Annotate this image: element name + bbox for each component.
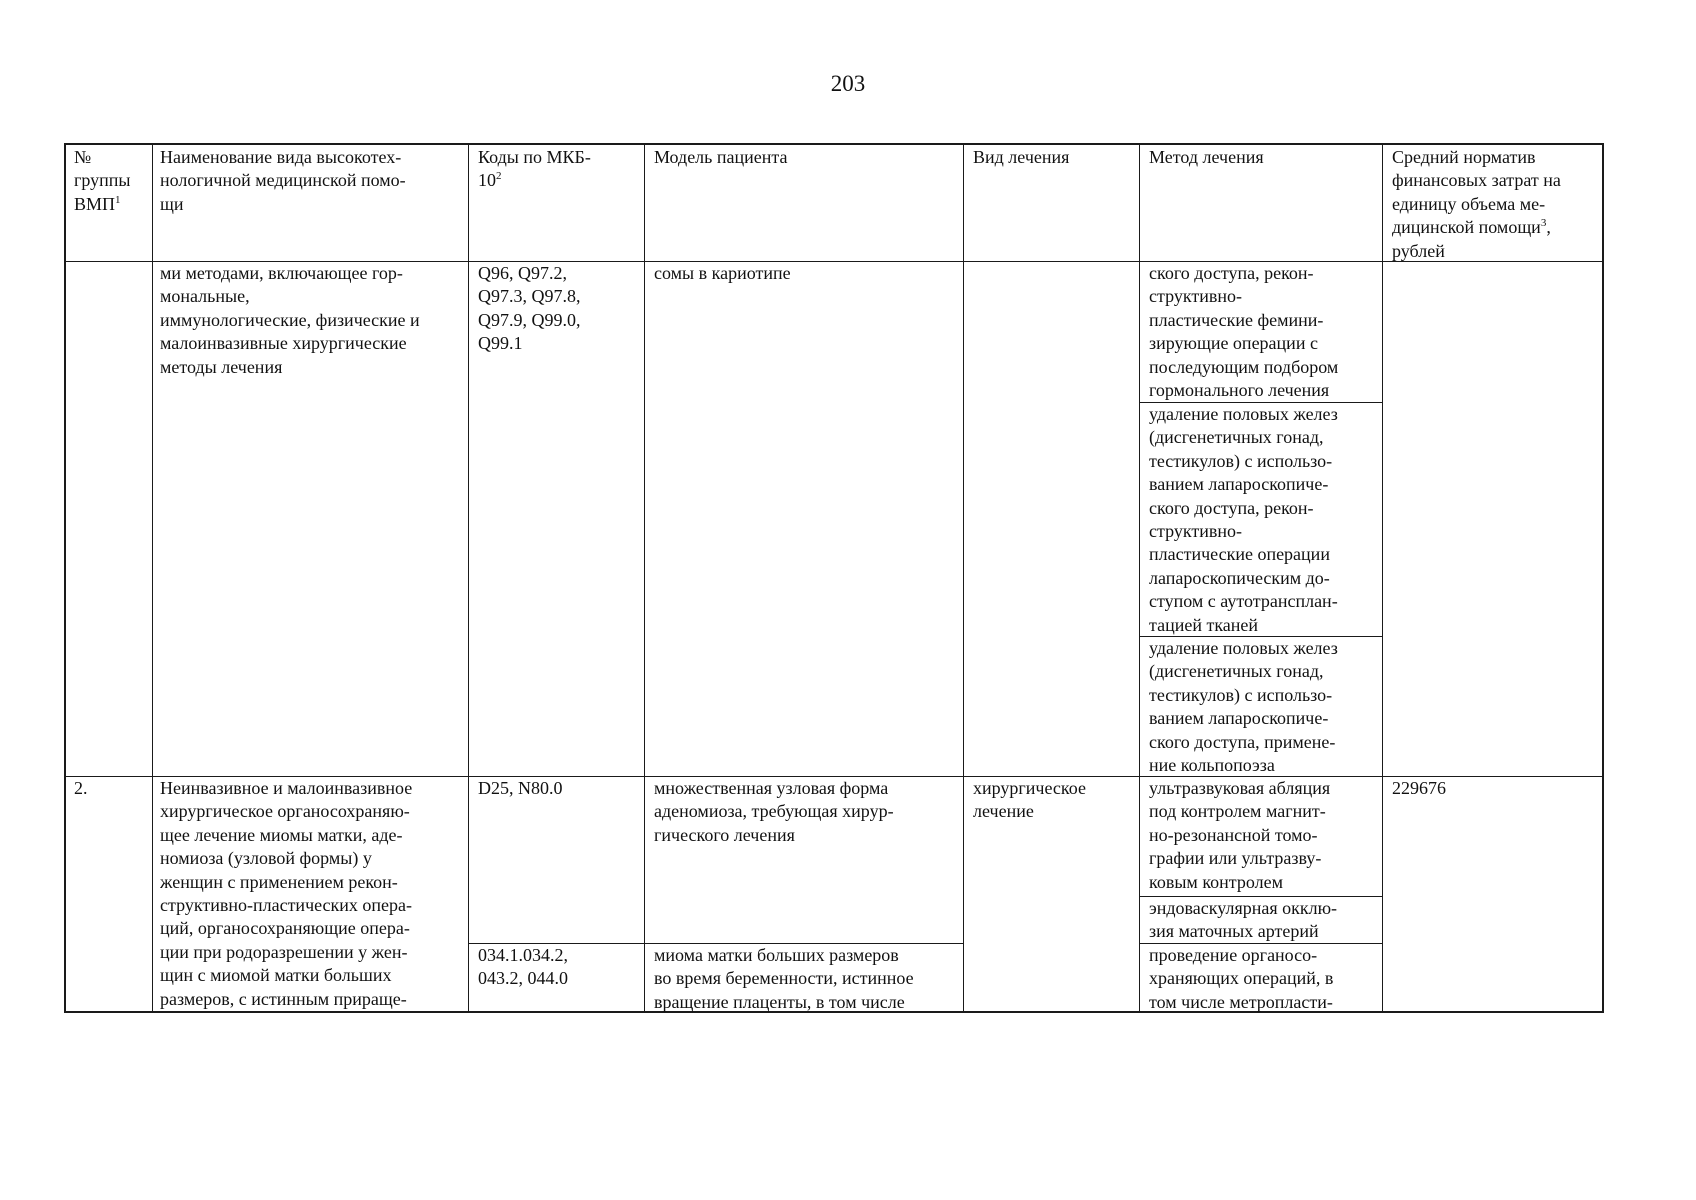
row2-method-3: проведение органосо- храняющих операций, в том числе метропласти-: [1149, 945, 1334, 1012]
page-number: 203: [830, 71, 866, 96]
row1-patient-model: сомы в кариотипе: [654, 263, 791, 283]
header-icd-codes: Коды по МКБ- $10^2$: [478, 147, 591, 191]
row2-method-1: ультразвуковая абляция под контролем магнит- но-резонансной томо- графии или ультразву- ковым контролем: [1149, 778, 1331, 892]
header-group-no: № группы ВМП$^1$: [74, 147, 131, 214]
row1-method-2: удаление половых желез (дисгенетичных гонад, тестикулов) с использо- ванием лапароскопиче- ского доступа, рекон- структивно- пластические операции лапароскопическим до- ступом с аутотрансплан- тацией тканей: [1149, 404, 1338, 635]
row2-cost-norm: 229676: [1392, 778, 1446, 798]
header-care-type: Наименование вида высокотех- нологичной медицинской помо- щи: [160, 147, 406, 214]
row1-icd-codes: Q96, Q97.2, Q97.3, Q97.8, Q97.9, Q99.0, Q99.1: [478, 263, 581, 354]
col-divider-2: [468, 145, 469, 1011]
row2-group-no: 2.: [74, 778, 88, 798]
row1-method-1: ского доступа, рекон- структивно- пластические фемини- зирующие операции с последующим подбором гормонального лечения: [1149, 263, 1339, 401]
col-divider-6: [1382, 145, 1383, 1011]
row2-patient-model-a: множественная узловая форма аденомиоза, требующая хирур- гического лечения: [654, 778, 894, 845]
row2-icd-codes-a: D25, N80.0: [478, 778, 563, 798]
header-cost-norm: Средний норматив финансовых затрат на единицу объема ме- дицинской помощи$^3$, рублей: [1392, 147, 1561, 261]
row2-care-type: Неинвазивное и малоинвазивное хирургическое органосохраняю- щее лечение миомы матки, аде- номиоза (узловой формы) у женщин с применением рекон- структивно-пластических опера- ций, органосохраняющие опера- ции при родоразрешении у жен- щин с миомой матки больших размеров, с истинным прираще-: [160, 778, 413, 1009]
row1-care-type: ми методами, включающее гор- мональные, иммунологические, физические и малоинвазивные хирургические методы лечения: [160, 263, 420, 377]
row2-treatment-type: хирургическое лечение: [973, 778, 1086, 822]
col-divider-1: [152, 145, 153, 1011]
footnote-1-marker: 1: [115, 193, 121, 206]
header-treatment-method: Метод лечения: [1149, 147, 1264, 167]
header-patient-model: Модель пациента: [654, 147, 788, 167]
col-divider-4: [963, 145, 964, 1011]
row2-patient-model-b: миома матки больших размеров во время беременности, истинное вращение плаценты, в том числе: [654, 945, 914, 1012]
col-divider-5: [1139, 145, 1140, 1011]
header-treatment-type: Вид лечения: [973, 147, 1070, 167]
footnote-2-marker: 2: [496, 170, 502, 183]
row2-icd-codes-b: 034.1.034.2, 043.2, 044.0: [478, 945, 568, 989]
row1-method-3: удаление половых желез (дисгенетичных гонад, тестикулов) с использо- ванием лапароскопиче- ского доступа, примене- ние кольпопоэза: [1149, 638, 1338, 776]
vmp-table: [64, 143, 1604, 1013]
footnote-3-marker: 3: [1540, 217, 1547, 230]
row2-method-2: эндоваскулярная окклю- зия маточных артерий: [1149, 898, 1338, 942]
col-divider-3: [644, 145, 645, 1011]
